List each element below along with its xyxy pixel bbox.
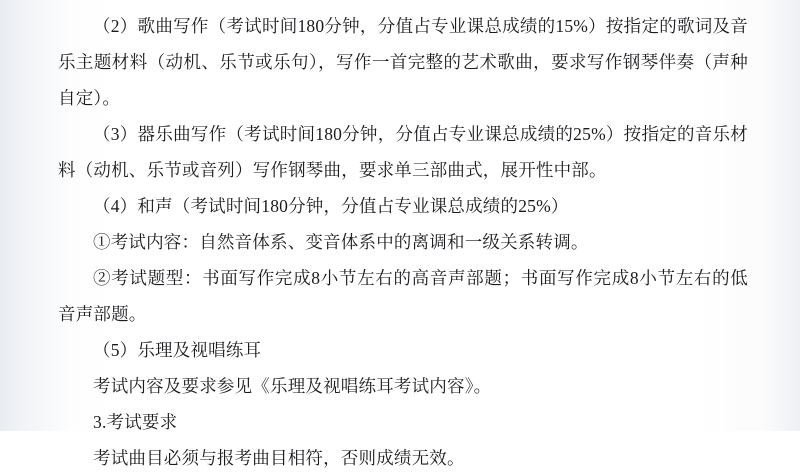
paragraph-section-3-exam-requirements: 3.考试要求 <box>93 412 178 432</box>
page-right-shadow <box>756 0 800 431</box>
paragraph-item-5-reference: 考试内容及要求参见《乐理及视唱练耳考试内容》。 <box>93 376 492 396</box>
paragraph-item-4-harmony: （4）和声（考试时间180分钟，分值占专业课总成绩的25%） <box>93 196 569 216</box>
paragraph-item-3-instrumental-writing: （3）器乐曲写作（考试时间180分钟，分值占专业课总成绩的25%）按指定的音乐材料（动机、乐节或音列）写作钢琴曲，要求单三部曲式，展开性中部。 <box>58 124 748 180</box>
paragraph-item-2-song-writing: （2）歌曲写作（考试时间180分钟，分值占专业课总成绩的15%）按指定的歌词及音乐主题材料（动机、乐节或乐句），写作一首完整的艺术歌曲，要求写作钢琴伴奏（声种自定）。 <box>58 16 748 108</box>
paragraph-section-3-body: 考试曲目必须与报考曲目相符，否则成绩无效。 <box>93 448 465 468</box>
document-body <box>58 8 748 476</box>
page-left-shadow <box>0 0 58 431</box>
paragraph-item-4-exam-type: ②考试题型：书面写作完成8小节左右的高音声部题；书面写作完成8小节左右的低音声部题。 <box>58 268 748 324</box>
paragraph-item-5-music-theory: （5）乐理及视唱练耳 <box>93 340 262 360</box>
paragraph-item-4-exam-content: ①考试内容：自然音体系、变音体系中的离调和一级关系转调。 <box>93 232 589 252</box>
